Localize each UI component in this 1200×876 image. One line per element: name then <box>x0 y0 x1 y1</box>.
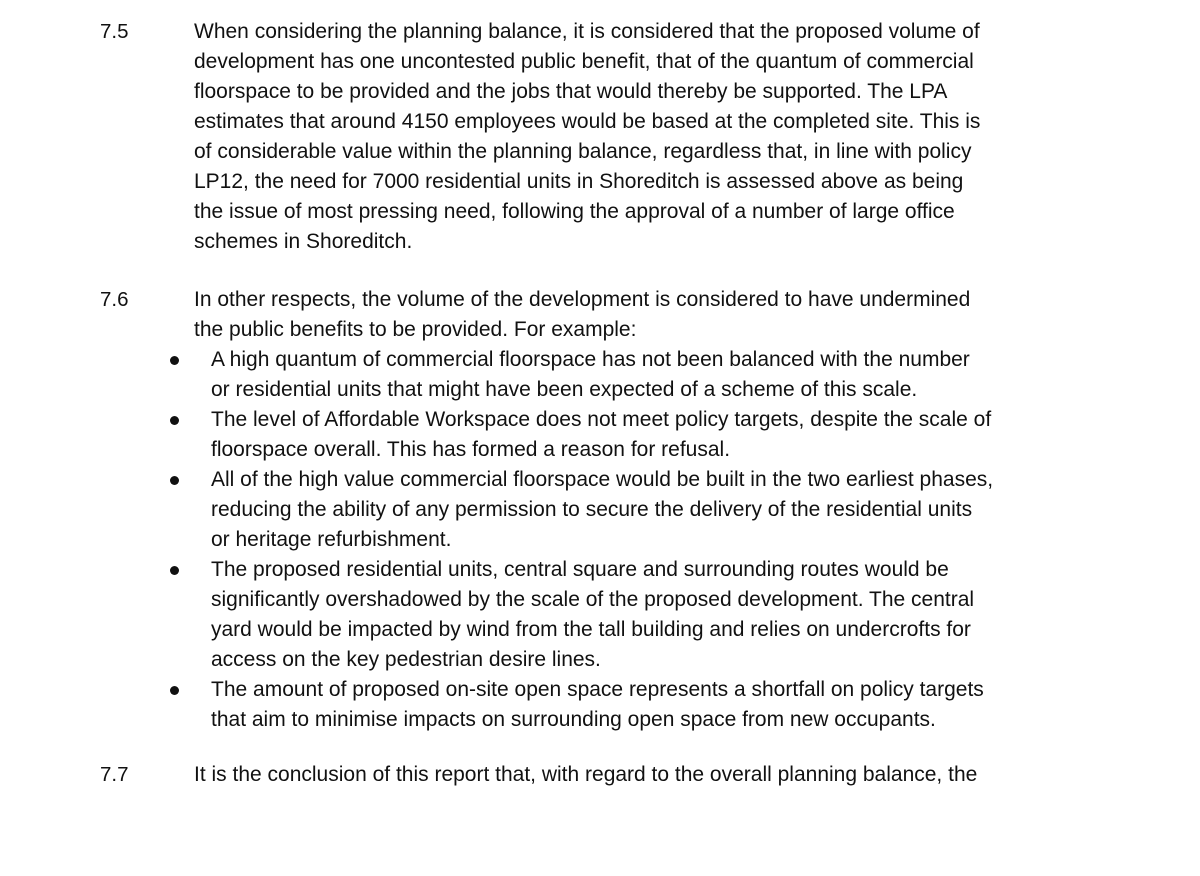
bullet-line: The amount of proposed on-site open space represents a shortfall on policy targets <box>211 678 984 701</box>
paragraph-line: estimates that around 4150 employees would be based at the completed site. This is <box>194 110 981 133</box>
bullet-line: All of the high value commercial floorspace would be built in the two earliest phases, <box>211 468 994 491</box>
paragraph-line: When considering the planning balance, it is considered that the proposed volume of <box>194 20 980 43</box>
paragraph-line: In other respects, the volume of the development is considered to have undermined <box>194 288 971 311</box>
bullet-dot-icon <box>170 356 179 365</box>
bullet-line: that aim to minimise impacts on surrounding open space from new occupants. <box>211 708 936 731</box>
bullet-line: The level of Affordable Workspace does not meet policy targets, despite the scale of <box>211 408 992 431</box>
paragraph-line: schemes in Shoreditch. <box>194 230 413 253</box>
bullet-dot-icon <box>170 566 179 575</box>
bullet-line: A high quantum of commercial floorspace has not been balanced with the number <box>211 348 970 371</box>
paragraph-line: the public benefits to be provided. For example: <box>194 318 637 341</box>
bullet-line: access on the key pedestrian desire lines. <box>211 648 601 671</box>
bullet-line: yard would be impacted by wind from the tall building and relies on undercrofts for <box>211 618 971 641</box>
bullet-line: significantly overshadowed by the scale of the proposed development. The central <box>211 588 975 611</box>
paragraph-line: the issue of most pressing need, following the approval of a number of large office <box>194 200 955 223</box>
paragraph-line: development has one uncontested public benefit, that of the quantum of commercial <box>194 50 974 73</box>
bullet-line: or heritage refurbishment. <box>211 528 452 551</box>
paragraph-line: LP12, the need for 7000 residential units in Shoreditch is assessed above as being <box>194 170 964 193</box>
bullet-line: floorspace overall. This has formed a reason for refusal. <box>211 438 731 461</box>
paragraph-number: 7.6 <box>100 288 129 311</box>
paragraph-number: 7.5 <box>100 20 129 43</box>
bullet-dot-icon <box>170 416 179 425</box>
bullet-line: The proposed residential units, central square and surrounding routes would be <box>211 558 949 581</box>
bullet-line: reducing the ability of any permission to secure the delivery of the residential units <box>211 498 973 521</box>
paragraph-line: floorspace to be provided and the jobs that would thereby be supported. The LPA <box>194 80 948 103</box>
paragraph-number: 7.7 <box>100 763 129 786</box>
paragraph-line: of considerable value within the planning balance, regardless that, in line with policy <box>194 140 972 163</box>
bullet-dot-icon <box>170 476 179 485</box>
bullet-line: or residential units that might have been expected of a scheme of this scale. <box>211 378 918 401</box>
bullet-dot-icon <box>170 686 179 695</box>
paragraph-line: It is the conclusion of this report that, with regard to the overall planning balance, the <box>194 763 978 786</box>
